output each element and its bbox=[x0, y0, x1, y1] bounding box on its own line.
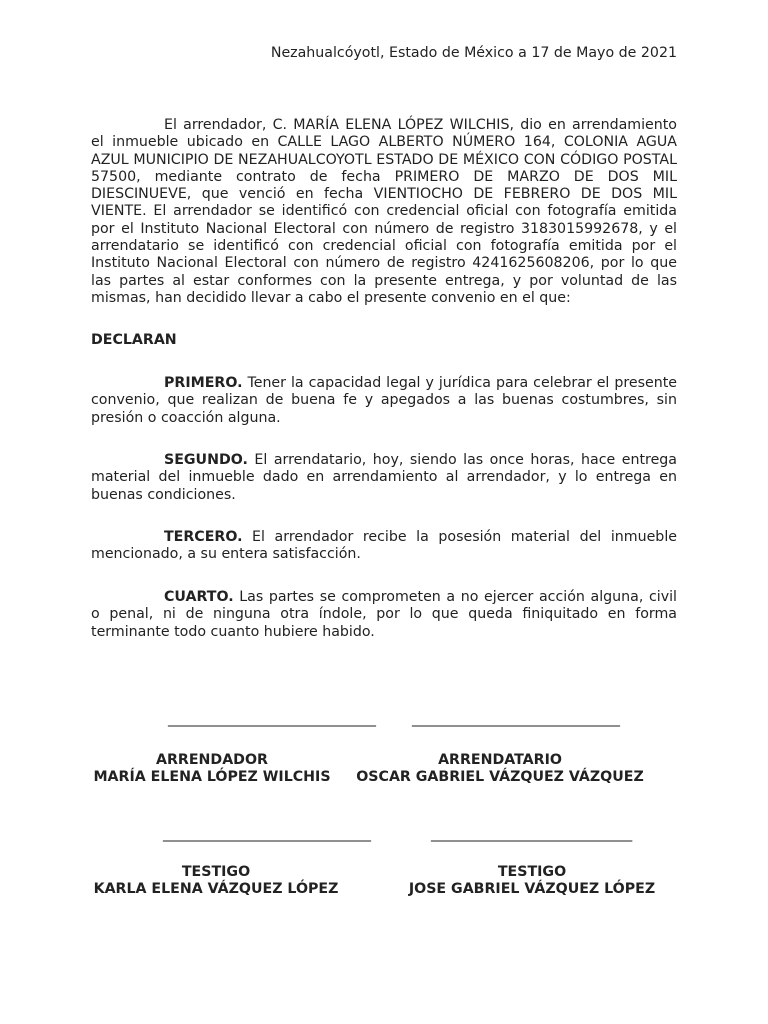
signature-line-testigo-2: ______________________________ bbox=[431, 826, 632, 842]
clause-text: Tener la capacidad legal y jurídica para celebrar el presente convenio, que realizan de buena fe y apegados a las buenas costumbres, sin presión o coacción alguna. bbox=[91, 375, 677, 426]
clause-label: PRIMERO. bbox=[164, 375, 243, 391]
date-line: Nezahualcóyotl, Estado de México a 17 de Mayo de 2021 bbox=[270, 45, 677, 61]
clause-label: SEGUNDO. bbox=[164, 452, 248, 468]
document-page bbox=[91, 0, 677, 1024]
clause-text: El arrendador recibe la posesión material del inmueble mencionado, a su entera satisfacción. bbox=[91, 529, 677, 563]
clause-primero bbox=[91, 375, 677, 427]
role-arrendatario: ARRENDATARIO bbox=[438, 752, 562, 768]
name-testigo-2: JOSE GABRIEL VÁZQUEZ LÓPEZ bbox=[408, 881, 656, 897]
declaran-heading: DECLARAN bbox=[91, 332, 177, 348]
signature-line-testigo-1: _______________________________ bbox=[163, 826, 371, 842]
clause-label: TERCERO. bbox=[164, 529, 243, 545]
name-testigo-1: KARLA ELENA VÁZQUEZ LÓPEZ bbox=[93, 881, 339, 897]
signature-line-arrendador: _______________________________ bbox=[168, 711, 376, 727]
role-testigo-1: TESTIGO bbox=[181, 864, 251, 880]
clause-label: CUARTO. bbox=[164, 589, 234, 605]
role-testigo-2: TESTIGO bbox=[497, 864, 567, 880]
intro-paragraph: El arrendador, C. MARÍA ELENA LÓPEZ WILCHIS, dio en arrendamiento el inmueble ubicado en CALLE LAGO ALBERTO NÚMERO 164, COLONIA AGUA AZUL MUNICIPIO DE NEZAHUALCOYOTL ESTADO DE MÉXICO CON CÓDIGO POSTAL 57500, mediante contrato de fecha PRIMERO DE MARZO DE DOS MIL DIESCINUEVE, que venció en fecha VIENTIOCHO DE FEBRERO DE DOS MIL VIENTE. El arrendador se identificó con credencial oficial con fotografía emitida por el Instituto Nacional Electoral con número de registro 3183015992678, y el arrendatario se identificó con credencial oficial con fotografía emitida por el Instituto Nacional Electoral con número de registro 4241625608206, por lo que las partes al estar conformes con la presente entrega, y por voluntad de las mismas, han decidido llevar a cabo el presente convenio en el que: bbox=[91, 117, 677, 306]
clause-text: Las partes se comprometen a no ejercer acción alguna, civil o penal, ni de ninguna otra índole, por lo que queda finiquitado en forma terminante todo cuanto hubiere habido. bbox=[91, 589, 677, 640]
name-arrendador: MARÍA ELENA LÓPEZ WILCHIS bbox=[93, 769, 331, 785]
role-arrendador: ARRENDADOR bbox=[156, 752, 268, 768]
clause-tercero bbox=[91, 529, 677, 564]
signature-line-arrendatario: _______________________________ bbox=[412, 711, 620, 727]
clause-segundo bbox=[91, 452, 677, 504]
clause-cuarto bbox=[91, 589, 677, 641]
name-arrendatario: OSCAR GABRIEL VÁZQUEZ VÁZQUEZ bbox=[356, 769, 644, 785]
clause-text: El arrendatario, hoy, siendo las once horas, hace entrega material del inmueble dado en arrendamiento al arrendador, y lo entrega en buenas condiciones. bbox=[91, 452, 677, 503]
